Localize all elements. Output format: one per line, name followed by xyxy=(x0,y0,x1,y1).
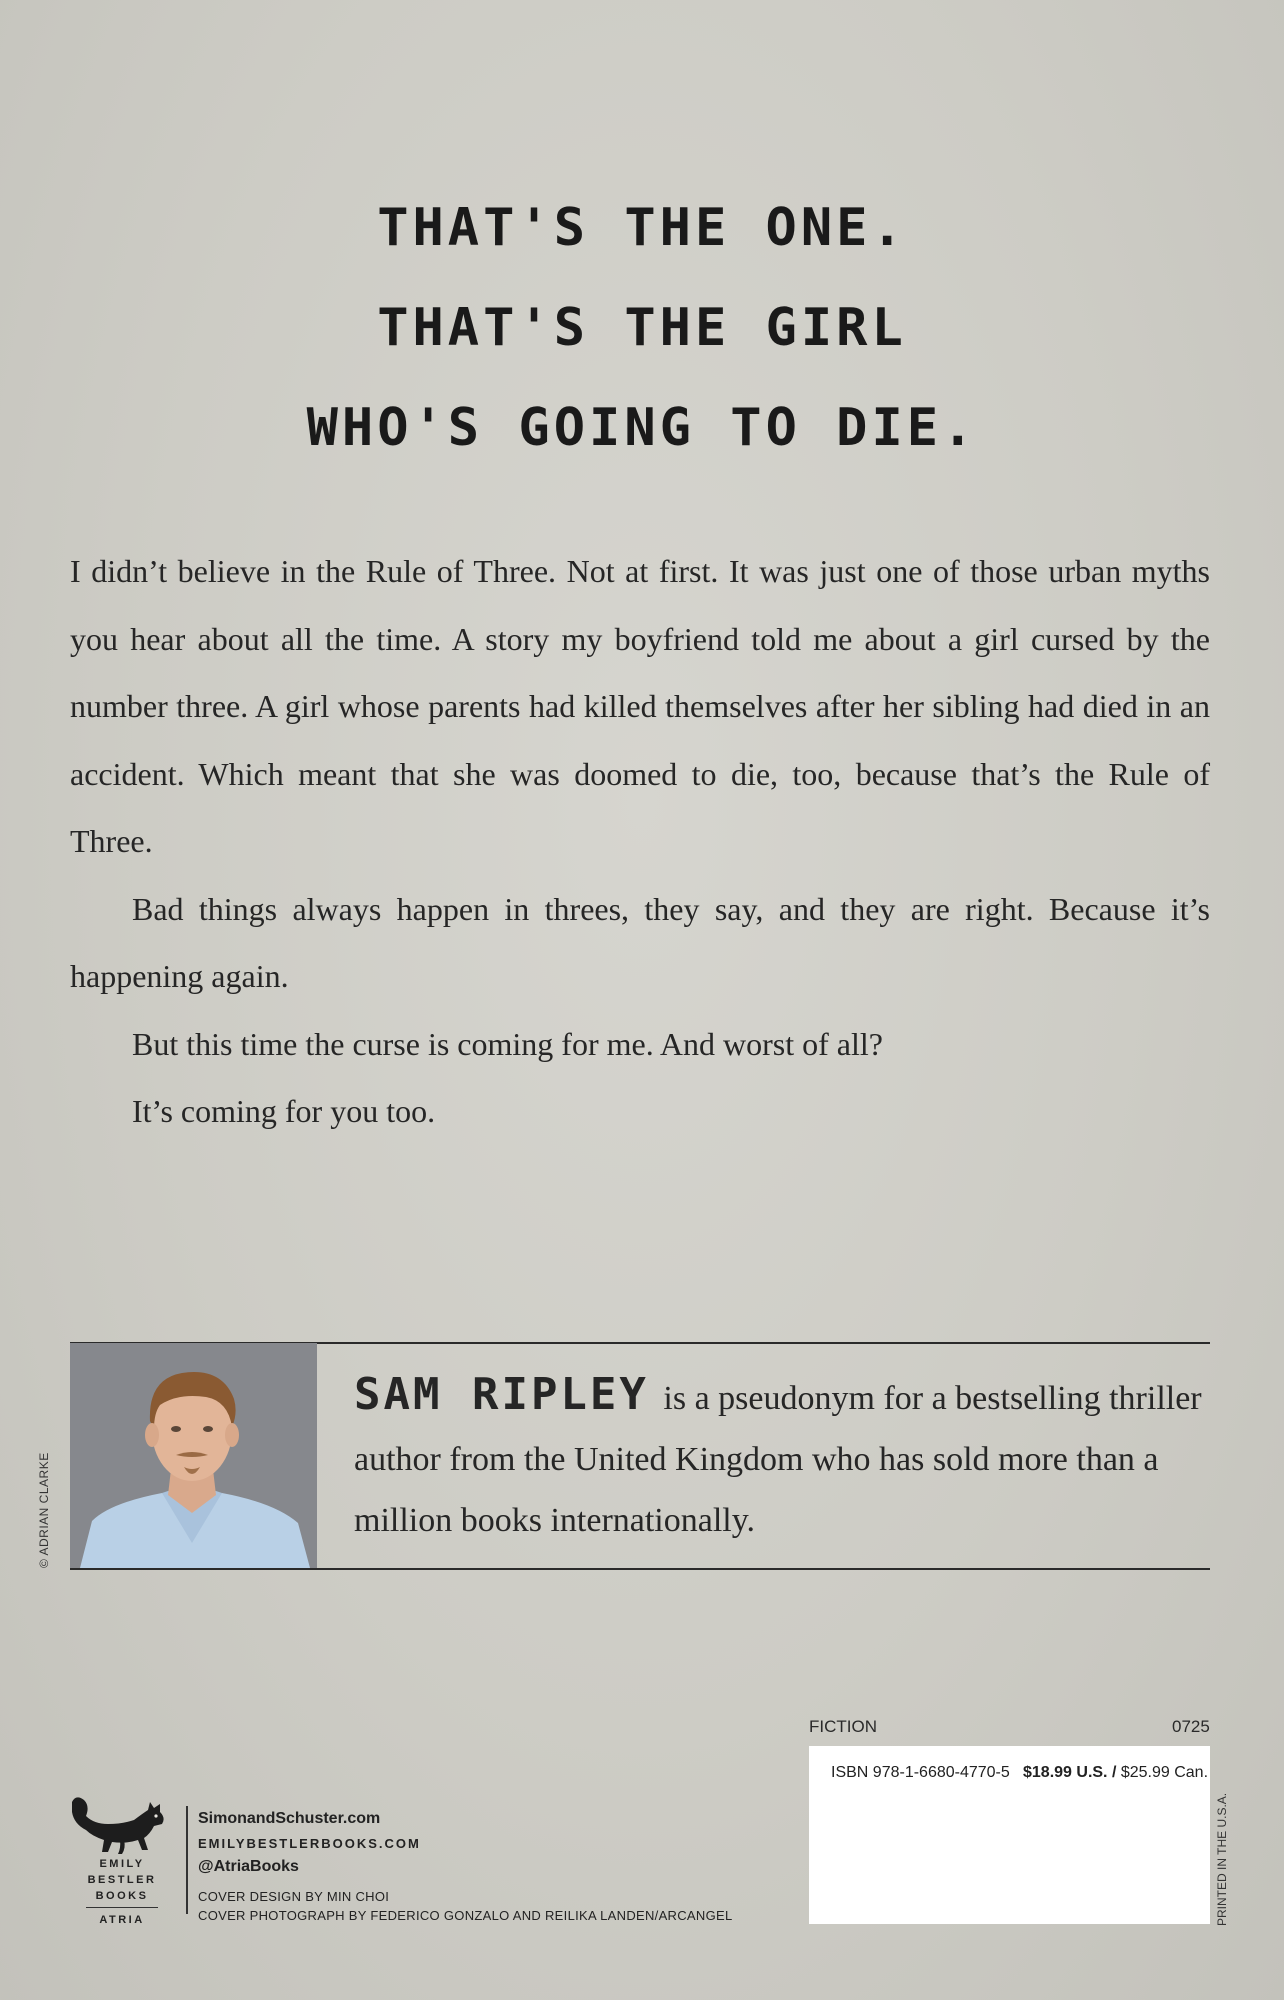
price-us: $18.99 U.S. / xyxy=(1023,1764,1117,1781)
price xyxy=(1023,1764,1208,1782)
fox-icon xyxy=(64,1790,180,1860)
author-bottom-rule xyxy=(70,1568,1210,1570)
author-photo xyxy=(70,1343,317,1568)
author-portrait-illustration xyxy=(70,1343,317,1568)
barcode-box xyxy=(809,1746,1210,1924)
imprint-divider xyxy=(186,1806,188,1914)
website-simon-schuster[interactable]: SimonandSchuster.com xyxy=(198,1810,381,1827)
author-bio xyxy=(354,1364,1210,1551)
synopsis xyxy=(70,538,1210,1146)
website-emily-bestler[interactable]: EMILYBESTLERBOOKS.COM xyxy=(198,1836,421,1851)
headline-line-2: THAT'S THE GIRL xyxy=(377,298,907,358)
headline-line-1: THAT'S THE ONE. xyxy=(377,198,907,258)
headline xyxy=(0,178,1284,478)
price-can: $25.99 Can. xyxy=(1120,1764,1209,1781)
printed-in: PRINTED IN THE U.S.A. xyxy=(1215,1792,1229,1926)
synopsis-paragraph-3: But this time the curse is coming for me. And worst of all? xyxy=(132,1025,883,1062)
synopsis-paragraph-2: Bad things always happen in threes, they say, and they are right. Because it’s happening again. xyxy=(70,890,1210,994)
photo-credit: © ADRIAN CLARKE xyxy=(37,1452,51,1568)
logo-text-bestler: BESTLER xyxy=(87,1874,157,1886)
cover-photo-credit: COVER PHOTOGRAPH BY FEDERICO GONZALO AND REILIKA LANDEN/ARCANGEL xyxy=(198,1908,733,1923)
social-handle[interactable]: @AtriaBooks xyxy=(198,1858,299,1875)
logo-text-emily: EMILY xyxy=(99,1858,145,1870)
author-name: SAM RIPLEY xyxy=(354,1369,649,1420)
synopsis-paragraph-1: I didn’t believe in the Rule of Three. Not at first. It was just one of those urban myths you hear about all the time. A story my boyfriend told me about a girl cursed by the number three. A girl whose parents had killed themselves after her sibling had died in an accident. Which meant that she was doomed to die, too, because that’s the Rule of Three. xyxy=(70,553,1210,859)
category-label: FICTION xyxy=(809,1717,877,1736)
logo-divider xyxy=(86,1907,158,1908)
release-code: 0725 xyxy=(1172,1717,1210,1736)
author-bio-text: is a pseudonym for a bestselling thriller author from the United Kingdom who has sold more than a million books internationally. xyxy=(354,1380,1202,1539)
logo-text-books: BOOKS xyxy=(95,1890,149,1902)
headline-line-3: WHO'S GOING TO DIE. xyxy=(306,398,978,458)
cover-design-credit: COVER DESIGN BY MIN CHOI xyxy=(198,1889,390,1904)
logo-text-atria: ATRIA xyxy=(99,1914,145,1926)
isbn: ISBN 978-1-6680-4770-5 xyxy=(831,1764,1010,1781)
synopsis-paragraph-4: It’s coming for you too. xyxy=(132,1093,436,1129)
